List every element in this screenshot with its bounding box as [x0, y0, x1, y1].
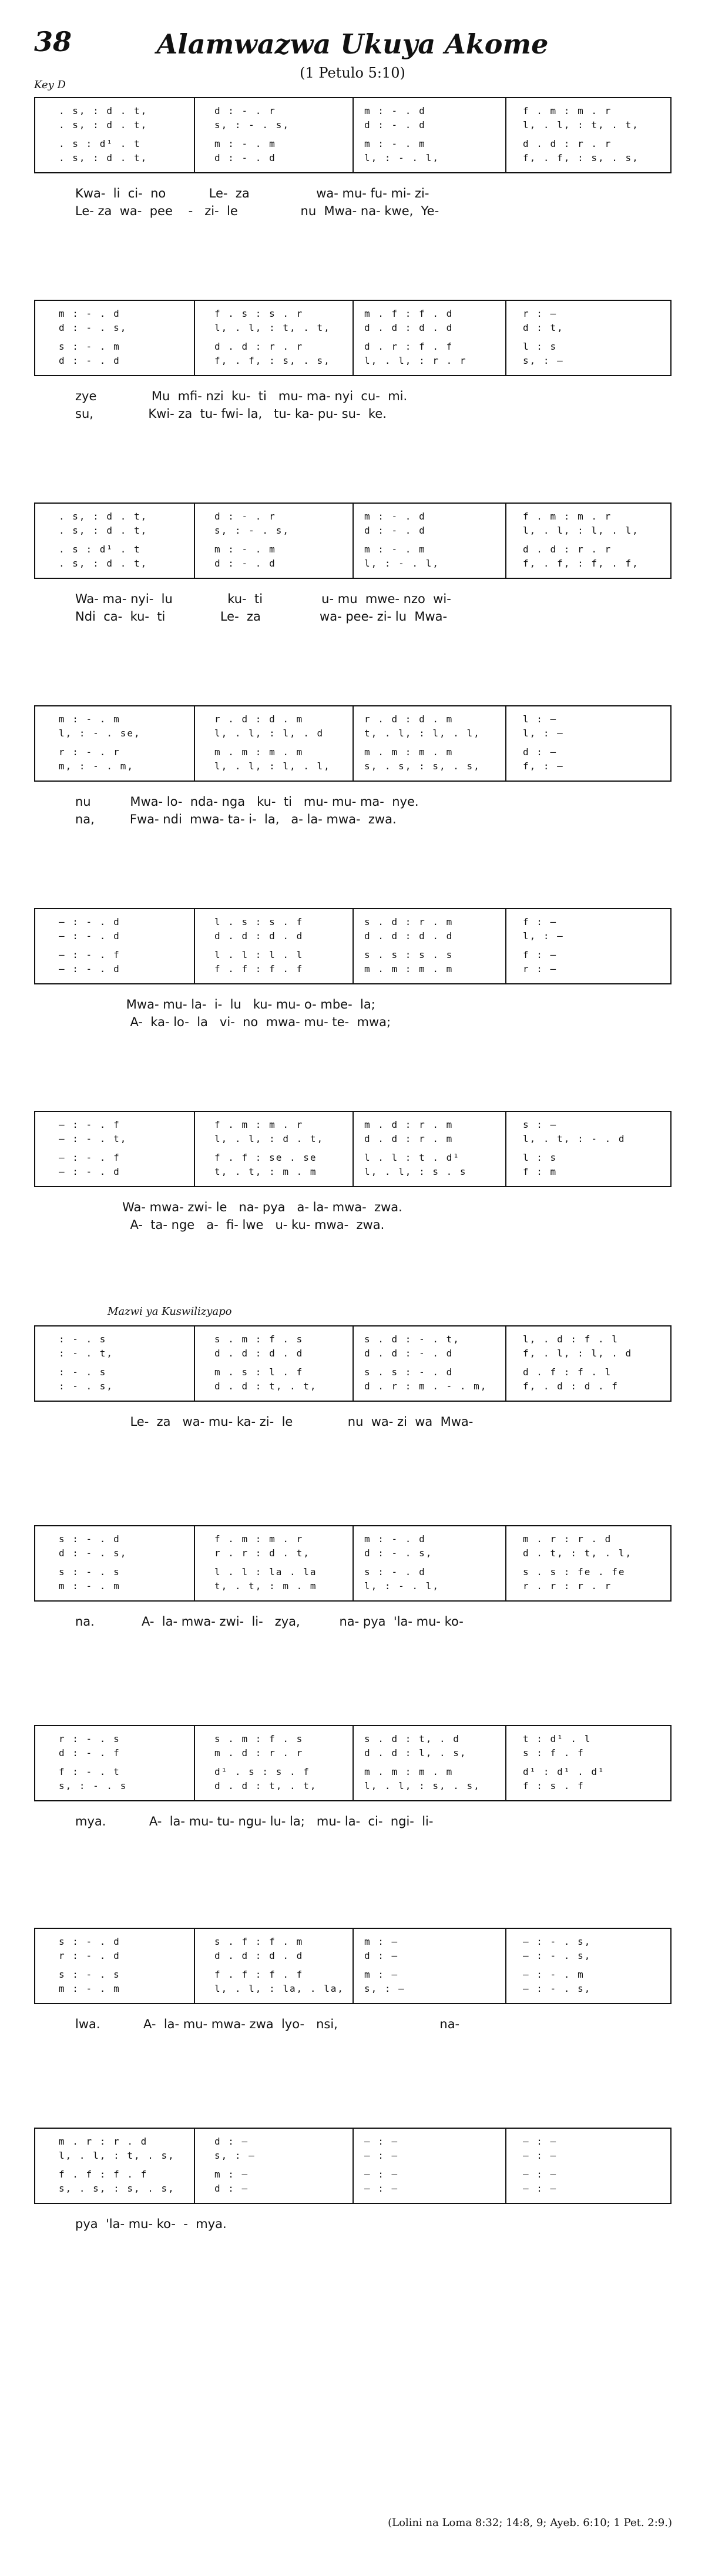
notation-row — [35, 1547, 670, 1563]
notation-row — [35, 322, 670, 337]
notation-measure: f, . f, : s, . s, — [523, 152, 639, 163]
notation-measure: s, : — — [364, 1983, 405, 1994]
notation-measure: f . f : se . se — [214, 1152, 317, 1163]
lyric-line: zye Mu mfi- nzi ku- ti mu- ma- nyi cu- mi. — [75, 389, 408, 403]
notation-measure: s . f : f . m — [214, 1936, 304, 1947]
notation-measure: — : - . f — [59, 1152, 120, 1163]
footnote-references: (Lolini na Loma 8:32; 14:8, 9; Ayeb. 6:10; 1 Pet. 2:9.) — [388, 2517, 672, 2529]
notation-measure: — : - . s, — [523, 1983, 592, 1994]
notation-measure: d : - . d — [364, 119, 426, 130]
notation-measure: d : - . r — [214, 105, 276, 116]
notation-measure: d : - . s, — [59, 322, 127, 333]
notation-measure: s : — — [523, 1119, 558, 1130]
notation-row — [35, 1119, 670, 1134]
music-system — [34, 1525, 672, 1654]
notation-measure: f, . l, : l, . d — [523, 1348, 633, 1359]
notation-measure: s : - . d — [59, 1533, 120, 1545]
notation-measure: d : - . d — [364, 525, 426, 536]
notation-measure: d . d : - . d — [364, 1348, 454, 1359]
notation-measure: s . s : s . s — [364, 949, 454, 960]
notation-measure: — : — — [364, 2183, 399, 2194]
notation-measure: t, . l, : l, . l, — [364, 728, 481, 739]
notation-measure: t : d¹ . l — [523, 1733, 592, 1744]
notation-measure: f . f : f . f — [214, 1969, 304, 1980]
notation-measure: — : — — [523, 2150, 558, 2161]
lyric-line: Mwa- mu- la- i- lu ku- mu- o- mbe- la; — [75, 997, 375, 1011]
notation-measure: f, . f, : s, . s, — [214, 355, 331, 366]
lyric-line: Le- za wa- pee - zi- le nu Mwa- na- kwe, Ye- — [75, 204, 439, 218]
notation-row — [35, 341, 670, 356]
notation-measure: d . d : d . d — [364, 930, 454, 942]
notation-measure: s . s : fe . fe — [523, 1566, 626, 1577]
notation-measure: : - . t, — [59, 1348, 114, 1359]
notation-measure: r : - . d — [59, 1950, 120, 1961]
notation-measure: s : f . f — [523, 1747, 585, 1758]
notation-measure: d : - . d — [214, 558, 276, 569]
notation-row — [35, 1733, 670, 1748]
notation-measure: m : — — [364, 1969, 399, 1980]
notation-measure: d . d : r . m — [364, 1133, 454, 1144]
notation-row — [35, 1950, 670, 1965]
notation-row — [35, 1334, 670, 1349]
music-system — [34, 2128, 672, 2257]
notation-measure: r . r : d . t, — [214, 1547, 310, 1559]
notation-measure: f : - . t — [59, 1766, 120, 1777]
notation-measure: . s : d¹ . t — [59, 138, 141, 149]
notation-measure: l, : — — [523, 728, 564, 739]
notation-measure: d : - . s, — [59, 1547, 127, 1559]
notation-measure: m : - . d — [364, 105, 426, 116]
notation-measure: d : — — [523, 746, 558, 758]
notation-measure: s . d : - . t, — [364, 1334, 460, 1345]
notation-measure: r . r : r . r — [523, 1580, 612, 1592]
lyric-line: lwa. A- la- mu- mwa- zwa lyo- nsi, na- — [75, 2017, 460, 2031]
notation-measure: d . d : r . r — [523, 544, 612, 555]
notation-measure: l, . l, : r . r — [364, 355, 467, 366]
notation-measure: l, . l, : s . s — [364, 1166, 467, 1177]
notation-row — [35, 138, 670, 153]
notation-measure: . s, : d . t, — [59, 525, 148, 536]
notation-measure: s : - . d — [364, 1566, 426, 1577]
notation-measure: d : — — [214, 2136, 249, 2147]
notation-row — [35, 544, 670, 559]
notation-measure: l, . l, : l, . l, — [523, 525, 639, 536]
key-signature: Key D — [34, 79, 66, 91]
notation-measure: m : — — [214, 2169, 249, 2180]
staff-box — [34, 908, 672, 984]
notation-measure: r . d : d . m — [214, 713, 304, 725]
notation-measure: d . d : r . r — [214, 341, 304, 352]
lyric-line: pya 'la- mu- ko- - mya. — [75, 2217, 227, 2231]
notation-measure: f : m — [523, 1166, 558, 1177]
notation-row — [35, 746, 670, 762]
notation-row — [35, 1348, 670, 1363]
notation-measure: d . r : f . f — [364, 341, 454, 352]
notation-row — [35, 1766, 670, 1781]
notation-measure: — : - . d — [59, 930, 120, 942]
notation-measure: f . f : f . f — [59, 2169, 148, 2180]
notation-measure: l . l : l . l — [214, 949, 304, 960]
notation-measure: d : t, — [523, 322, 564, 333]
notation-measure: f, . f, : f, . f, — [523, 558, 639, 569]
lyric-line: Ndi ca- ku- ti Le- za wa- pee- zi- lu Mwa- — [75, 609, 448, 624]
notation-measure: s : - . d — [59, 1936, 120, 1947]
notation-measure: d . d : l, . s, — [364, 1747, 467, 1758]
notation-measure: l . l : t . d¹ — [364, 1152, 460, 1163]
notation-measure: l, . l, : d . t, — [214, 1133, 324, 1144]
notation-measure: d . f : f . l — [523, 1366, 612, 1378]
notation-measure: s : - . s — [59, 1969, 120, 1980]
notation-row — [35, 1166, 670, 1181]
notation-row — [35, 1969, 670, 1984]
notation-measure: s . m : f . s — [214, 1733, 304, 1744]
notation-measure: d . d : r . r — [523, 138, 612, 149]
notation-row — [35, 2136, 670, 2151]
notation-measure: r : — — [523, 963, 558, 974]
section-label: Mazwi ya Kuswilizyapo — [108, 1305, 232, 1318]
notation-measure: m : - . m — [59, 1580, 120, 1592]
notation-row — [35, 713, 670, 729]
notation-measure: — : - . d — [59, 916, 120, 927]
notation-row — [35, 558, 670, 573]
staff-box — [34, 503, 672, 579]
notation-measure: s : - . m — [59, 341, 120, 352]
notation-measure: . s, : d . t, — [59, 558, 148, 569]
notation-measure: d : - . d — [214, 152, 276, 163]
notation-row — [35, 2169, 670, 2184]
notation-row — [35, 511, 670, 526]
notation-row — [35, 949, 670, 964]
notation-measure: — : — — [523, 2183, 558, 2194]
notation-row — [35, 2183, 670, 2198]
notation-measure: m : - . d — [364, 511, 426, 522]
notation-measure: s, . s, : s, . s, — [364, 761, 481, 772]
notation-row — [35, 1533, 670, 1549]
notation-row — [35, 1366, 670, 1382]
notation-measure: f : — — [523, 949, 558, 960]
notation-measure: m : - . m — [214, 544, 276, 555]
music-system — [34, 1305, 672, 1455]
notation-row — [35, 105, 670, 120]
notation-measure: l, . l, : s, . s, — [364, 1780, 481, 1791]
notation-measure: t, . t, : m . m — [214, 1166, 317, 1177]
notation-measure: s, . s, : s, . s, — [59, 2183, 175, 2194]
notation-measure: s, : — — [523, 355, 564, 366]
notation-measure: l, : - . l, — [364, 1580, 439, 1592]
lyric-line: A- ta- nge a- fi- lwe u- ku- mwa- zwa. — [75, 1218, 385, 1232]
notation-measure: — : — — [364, 2136, 399, 2147]
notation-row — [35, 152, 670, 168]
staff-box — [34, 1525, 672, 1602]
music-system — [34, 1111, 672, 1240]
lyric-line: Wa- mwa- zwi- le na- pya a- la- mwa- zwa. — [75, 1200, 402, 1214]
notation-measure: — : — — [523, 2136, 558, 2147]
notation-measure: r : - . s — [59, 1733, 120, 1744]
notation-measure: d . t, : t, . l, — [523, 1547, 633, 1559]
staff-box — [34, 97, 672, 173]
notation-measure: t, . t, : m . m — [214, 1580, 317, 1592]
notation-measure: m : - . m — [364, 544, 426, 555]
notation-row — [35, 1133, 670, 1148]
staff-box — [34, 1928, 672, 2004]
notation-measure: l, . l, : t, . t, — [214, 322, 331, 333]
notation-row — [35, 1381, 670, 1396]
notation-measure: : - . s — [59, 1366, 107, 1378]
notation-row — [35, 525, 670, 540]
lyric-line: Le- za wa- mu- ka- zi- le nu wa- zi wa Mwa- — [75, 1415, 474, 1429]
lyric-line: nu Mwa- lo- nda- nga ku- ti mu- mu- ma- nye. — [75, 795, 419, 809]
notation-measure: f, : — — [523, 761, 564, 772]
music-system — [34, 300, 672, 429]
notation-measure: s . m : f . s — [214, 1334, 304, 1345]
notation-measure: — : - . t, — [59, 1133, 127, 1144]
notation-measure: d¹ : d¹ . d¹ — [523, 1766, 605, 1777]
notation-measure: r : - . r — [59, 746, 120, 758]
notation-measure: m : - . m — [214, 138, 276, 149]
notation-measure: d¹ . s : s . f — [214, 1766, 310, 1777]
notation-measure: s . s : - . d — [364, 1366, 454, 1378]
notation-measure: d : — — [364, 1950, 399, 1961]
music-system — [34, 1725, 672, 1854]
hymn-number: 38 — [34, 26, 72, 58]
notation-measure: m : - . d — [364, 1533, 426, 1545]
notation-measure: m . d : r . r — [214, 1747, 304, 1758]
notation-row — [35, 355, 670, 370]
notation-measure: l : s — [523, 1152, 558, 1163]
notation-row — [35, 930, 670, 946]
notation-measure: f . m : m . r — [523, 511, 612, 522]
notation-measure: l, . d : f . l — [523, 1334, 619, 1345]
notation-row — [35, 761, 670, 776]
notation-measure: d . d : t, . t, — [214, 1381, 317, 1392]
notation-measure: s . d : r . m — [364, 916, 454, 927]
notation-measure: m, : - . m, — [59, 761, 134, 772]
notation-measure: d . d : d . d — [364, 322, 454, 333]
notation-measure: . s, : d . t, — [59, 152, 148, 163]
notation-row — [35, 308, 670, 323]
notation-measure: — : - . s, — [523, 1950, 592, 1961]
notation-measure: . s, : d . t, — [59, 105, 148, 116]
notation-measure: d . d : d . d — [214, 1950, 304, 1961]
notation-measure: l, : — — [523, 930, 564, 942]
staff-box — [34, 1325, 672, 1402]
notation-measure: d : - . f — [59, 1747, 120, 1758]
notation-measure: — : — — [364, 2169, 399, 2180]
notation-measure: l, : - . se, — [59, 728, 141, 739]
lyric-line: A- ka- lo- la vi- no mwa- mu- te- mwa; — [75, 1015, 391, 1029]
notation-measure: m : - . d — [59, 308, 120, 319]
notation-measure: m . f : f . d — [364, 308, 454, 319]
notation-measure: d : - . r — [214, 511, 276, 522]
notation-measure: m . m : m . m — [214, 746, 304, 758]
music-system — [34, 503, 672, 632]
notation-measure: — : - . s, — [523, 1936, 592, 1947]
lyric-line: su, Kwi- za tu- fwi- la, tu- ka- pu- su- ke. — [75, 407, 387, 421]
scripture-reference: (1 Petulo 5:10) — [300, 65, 405, 81]
notation-measure: s, : - . s, — [214, 525, 290, 536]
notation-row — [35, 119, 670, 135]
notation-measure: r : — — [523, 308, 558, 319]
notation-measure: l : — — [523, 713, 558, 725]
notation-measure: : - . s, — [59, 1381, 114, 1392]
lyric-line: Kwa- li ci- no Le- za wa- mu- fu- mi- zi- — [75, 186, 429, 200]
notation-measure: l : s — [523, 341, 558, 352]
notation-measure: m : - . m — [364, 138, 426, 149]
notation-measure: f . f : f . f — [214, 963, 304, 974]
notation-measure: r . d : d . m — [364, 713, 454, 725]
notation-measure: f . m : m . r — [214, 1119, 304, 1130]
notation-measure: d . d : d . d — [214, 930, 304, 942]
notation-measure: f . m : m . r — [214, 1533, 304, 1545]
staff-box — [34, 1725, 672, 1801]
hymn-title: Alamwazwa Ukuya Akome — [156, 28, 549, 60]
notation-measure: — : - . m — [523, 1969, 585, 1980]
music-system — [34, 1928, 672, 2057]
notation-measure: s, : — — [214, 2150, 256, 2161]
notation-measure: . s, : d . t, — [59, 119, 148, 130]
notation-measure: m . m : m . m — [364, 1766, 454, 1777]
notation-measure: l, : - . l, — [364, 152, 439, 163]
notation-measure: l . l : la . la — [214, 1566, 317, 1577]
notation-measure: m . r : r . d — [59, 2136, 148, 2147]
notation-measure: — : - . d — [59, 1166, 120, 1177]
notation-row — [35, 2150, 670, 2165]
notation-row — [35, 916, 670, 932]
notation-measure: f : s . f — [523, 1780, 585, 1791]
notation-measure: l, . l, : t, . t, — [523, 119, 639, 130]
notation-measure: d . d : t, . t, — [214, 1780, 317, 1791]
notation-measure: — : - . d — [59, 963, 120, 974]
notation-measure: m : — — [364, 1936, 399, 1947]
notation-row — [35, 1983, 670, 1998]
notation-measure: m : - . m — [59, 713, 120, 725]
notation-measure: s . d : t, . d — [364, 1733, 460, 1744]
notation-measure: m . s : l . f — [214, 1366, 304, 1378]
notation-measure: . s, : d . t, — [59, 511, 148, 522]
staff-box — [34, 705, 672, 782]
notation-measure: l, . l, : l, . l, — [214, 761, 331, 772]
notation-measure: d : - . d — [59, 355, 120, 366]
notation-measure: l . s : s . f — [214, 916, 304, 927]
notation-measure: — : - . f — [59, 1119, 120, 1130]
notation-measure: l, . l, : t, . s, — [59, 2150, 175, 2161]
notation-measure: m : - . m — [59, 1983, 120, 1994]
notation-measure: d . d : d . d — [214, 1348, 304, 1359]
notation-row — [35, 1152, 670, 1167]
music-system — [34, 705, 672, 835]
notation-measure: : - . s — [59, 1334, 107, 1345]
notation-measure: f : — — [523, 916, 558, 927]
music-system — [34, 97, 672, 226]
notation-measure: s, : - . s, — [214, 119, 290, 130]
notation-measure: d : — — [214, 2183, 249, 2194]
staff-box — [34, 1111, 672, 1187]
notation-measure: s, : - . s — [59, 1780, 127, 1791]
notation-measure: . s : d¹ . t — [59, 544, 141, 555]
notation-row — [35, 1747, 670, 1763]
lyric-line: na, Fwa- ndi mwa- ta- i- la, a- la- mwa- zwa. — [75, 812, 397, 826]
notation-measure: f . s : s . r — [214, 308, 304, 319]
notation-measure: m . m : m . m — [364, 963, 454, 974]
lyric-line: mya. A- la- mu- tu- ngu- lu- la; mu- la- ci- ngi- li- — [75, 1814, 434, 1828]
notation-measure: l, : - . l, — [364, 558, 439, 569]
notation-measure: d : - . s, — [364, 1547, 433, 1559]
notation-measure: f . m : m . r — [523, 105, 612, 116]
lyric-line: Wa- ma- nyi- lu ku- ti u- mu mwe- nzo wi- — [75, 592, 451, 606]
notation-measure: l, . l, : l, . d — [214, 728, 324, 739]
notation-row — [35, 728, 670, 743]
staff-box — [34, 300, 672, 376]
notation-measure: d . r : m . - . m, — [364, 1381, 488, 1392]
notation-row — [35, 1780, 670, 1796]
notation-measure: — : — — [364, 2150, 399, 2161]
lyric-line: na. A- la- mwa- zwi- li- zya, na- pya 'la- mu- ko- — [75, 1614, 464, 1629]
notation-measure: m . m : m . m — [364, 746, 454, 758]
music-system — [34, 908, 672, 1037]
notation-measure: m . d : r . m — [364, 1119, 454, 1130]
notation-measure: m . r : r . d — [523, 1533, 612, 1545]
notation-row — [35, 1580, 670, 1596]
notation-measure: l, . l, : la, . la, — [214, 1983, 345, 1994]
notation-row — [35, 963, 670, 979]
notation-measure: — : — — [523, 2169, 558, 2180]
notation-row — [35, 1566, 670, 1582]
notation-measure: s : - . s — [59, 1566, 120, 1577]
notation-measure: l, . t, : - . d — [523, 1133, 626, 1144]
notation-row — [35, 1936, 670, 1951]
staff-box — [34, 2128, 672, 2204]
notation-measure: f, . d : d . f — [523, 1381, 619, 1392]
notation-measure: — : - . f — [59, 949, 120, 960]
